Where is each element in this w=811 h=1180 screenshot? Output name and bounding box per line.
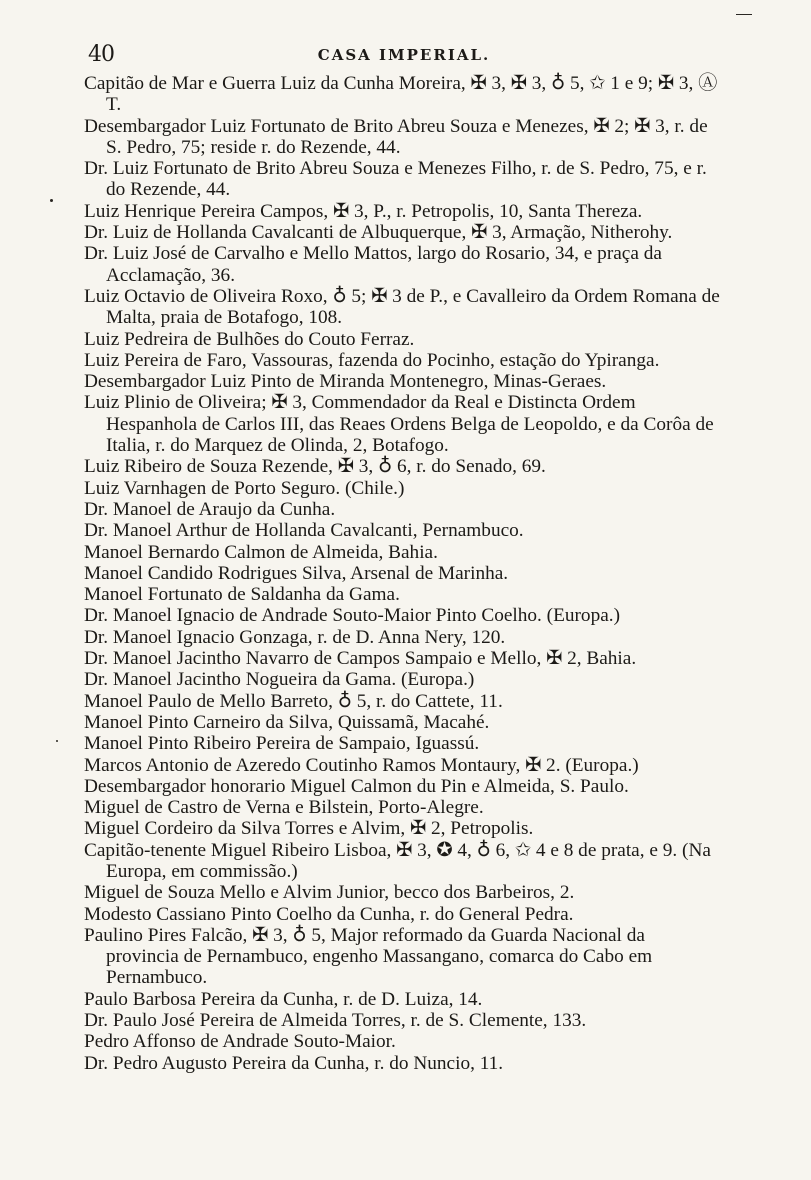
list-item: Capitão de Mar e Guerra Luiz da Cunha Moreira, ✠ 3, ✠ 3, ♁ 5, ✩ 1 e 9; ✠ 3, Ⓐ T. <box>84 73 718 116</box>
list-item: Miguel Cordeiro da Silva Torres e Alvim, ✠ 2, Petropolis. <box>84 818 534 840</box>
list-item: Desembargador Luiz Fortunato de Brito Abreu Souza e Menezes, ✠ 2; ✠ 3, r. de S. Pedro, 75; reside r. do Rezende, 44. <box>84 115 708 158</box>
list-item: Dr. Paulo José Pereira de Almeida Torres, r. de S. Clemente, 133. <box>84 1010 587 1032</box>
corner-dash <box>736 14 752 15</box>
list-item: Dr. Manoel Arthur de Hollanda Cavalcanti, Pernambuco. <box>84 520 524 542</box>
list-item: Modesto Cassiano Pinto Coelho da Cunha, r. do General Pedra. <box>84 903 574 925</box>
list-item: Manoel Bernardo Calmon de Almeida, Bahia. <box>84 541 438 563</box>
list-item: Dr. Manoel Ignacio de Andrade Souto-Maior Pinto Coelho. (Europa.) <box>84 605 621 627</box>
list-item: Paulo Barbosa Pereira da Cunha, r. de D. Luiza, 14. <box>84 988 483 1010</box>
running-title: CASA IMPERIAL. <box>317 46 491 64</box>
list-item: Dr. Manoel Jacintho Nogueira da Gama. (Europa.) <box>84 669 475 691</box>
list-item: Luiz Ribeiro de Souza Rezende, ✠ 3, ♁ 6, r. do Senado, 69. <box>84 456 546 478</box>
list-item: Desembargador honorario Miguel Calmon du Pin e Almeida, S. Paulo. <box>84 775 629 797</box>
margin-dot <box>56 740 58 742</box>
list-item: Manoel Fortunato de Saldanha da Gama. <box>84 584 400 606</box>
list-item: Pedro Affonso de Andrade Souto-Maior. <box>84 1031 396 1053</box>
entry-list <box>84 73 720 1074</box>
page-header <box>88 42 720 68</box>
list-item: Luiz Varnhagen de Porto Seguro. (Chile.) <box>84 477 405 499</box>
list-item: Dr. Manoel Ignacio Gonzaga, r. de D. Anna Nery, 120. <box>84 626 506 648</box>
list-item: Dr. Manoel de Araujo da Cunha. <box>84 498 336 520</box>
list-item: Dr. Pedro Augusto Pereira da Cunha, r. do Nuncio, 11. <box>84 1052 504 1074</box>
page-number: 40 <box>88 42 114 67</box>
list-item: Desembargador Luiz Pinto de Miranda Montenegro, Minas-Geraes. <box>84 371 607 393</box>
list-item: Luiz Henrique Pereira Campos, ✠ 3, P., r. Petropolis, 10, Santa Thereza. <box>84 200 643 222</box>
list-item: Dr. Manoel Jacintho Navarro de Campos Sampaio e Mello, ✠ 2, Bahia. <box>84 648 637 670</box>
list-item: Luiz Pedreira de Bulhões do Couto Ferraz. <box>84 328 415 350</box>
list-item: Luiz Pereira de Faro, Vassouras, fazenda do Pocinho, estação do Ypiranga. <box>84 349 660 371</box>
list-item: Manoel Paulo de Mello Barreto, ♁ 5, r. do Cattete, 11. <box>84 690 503 712</box>
list-item: Manoel Pinto Carneiro da Silva, Quissamã, Macahé. <box>84 711 490 733</box>
list-item: Miguel de Souza Mello e Alvim Junior, becco dos Barbeiros, 2. <box>84 882 575 904</box>
margin-dot <box>50 199 53 202</box>
list-item: Dr. Luiz José de Carvalho e Mello Mattos, largo do Rosario, 34, e praça da Acclamação, 36. <box>84 243 662 286</box>
list-item: Manoel Candido Rodrigues Silva, Arsenal de Marinha. <box>84 562 509 584</box>
list-item: Dr. Luiz Fortunato de Brito Abreu Souza e Menezes Filho, r. de S. Pedro, 75, e r. do Rezende, 44. <box>84 158 707 201</box>
list-item: Miguel de Castro de Verna e Bilstein, Porto-Alegre. <box>84 797 484 819</box>
list-item: Capitão-tenente Miguel Ribeiro Lisboa, ✠ 3, ✪ 4, ♁ 6, ✩ 4 e 8 de prata, e 9. (Na Europa, em commissão.) <box>84 839 711 882</box>
list-item: Paulino Pires Falcão, ✠ 3, ♁ 5, Major reformado da Guarda Nacional da provincia de Pernambuco, engenho Massangano, comarca do Cabo em Pernambuco. <box>84 924 653 989</box>
list-item: Dr. Luiz de Hollanda Cavalcanti de Albuquerque, ✠ 3, Armação, Nitherohy. <box>84 222 673 244</box>
list-item: Luiz Plinio de Oliveira; ✠ 3, Commendador da Real e Distincta Ordem Hespanhola de Carlos III, das Reaes Ordens Belga de Leopoldo, e da Corôa de Italia, r. do Marquez de Olinda, 2, Botafogo. <box>84 392 714 457</box>
list-item: Luiz Octavio de Oliveira Roxo, ♁ 5; ✠ 3 de P., e Cavalleiro da Ordem Romana de Malta, praia de Botafogo, 108. <box>84 285 720 329</box>
list-item: Marcos Antonio de Azeredo Coutinho Ramos Montaury, ✠ 2. (Europa.) <box>84 754 639 776</box>
list-item: Manoel Pinto Ribeiro Pereira de Sampaio, Iguassú. <box>84 733 480 755</box>
